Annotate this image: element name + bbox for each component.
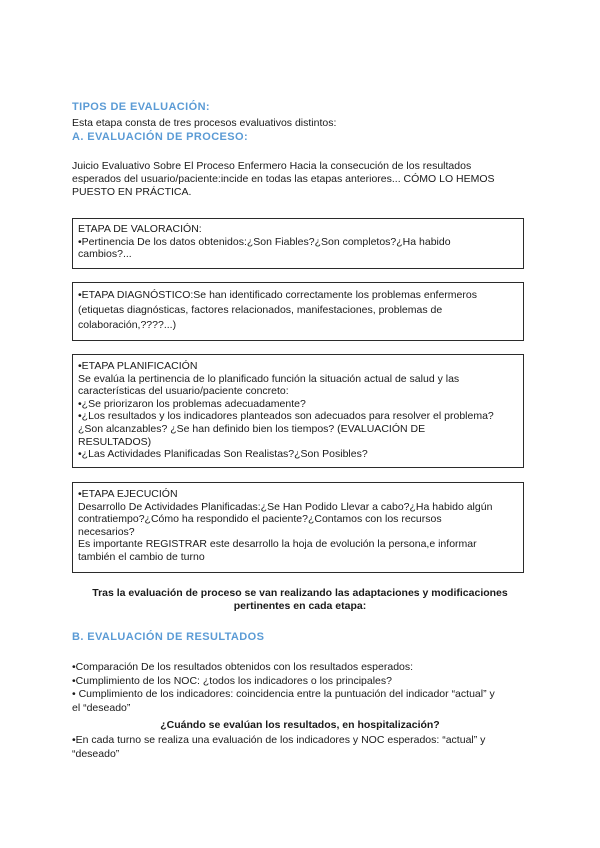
box-line: •ETAPA EJECUCIÓN <box>78 488 178 500</box>
list-item: •En cada turno se realiza una evaluación de los indicadores y NOC esperados: “actual” y <box>72 734 486 746</box>
intro-text: Esta etapa consta de tres procesos evaluativos distintos: <box>72 117 337 129</box>
box-ejecucion <box>72 482 524 573</box>
list-item: • Cumplimiento de los indicadores: coincidencia entre la puntuación del indicador “actual” y <box>72 688 495 700</box>
section-b-list <box>72 661 532 715</box>
box-diagnostico <box>72 282 524 341</box>
box-line: •ETAPA PLANIFICACIÓN <box>78 360 198 372</box>
section-b-answer <box>72 734 532 761</box>
paragraph-line: PUESTO EN PRÁCTICA. <box>72 186 192 198</box>
note-line: Tras la evaluación de proceso se van realizando las adaptaciones y modificaciones <box>92 587 508 599</box>
box-line: •¿Se priorizaron los problemas adecuadamente? <box>78 397 306 410</box>
section-title: TIPOS DE EVALUACIÓN: <box>72 101 210 113</box>
box-line: •Pertinencia De los datos obtenidos:¿Son Fiables?¿Son completos?¿Ha habido <box>78 235 451 248</box>
list-item: “deseado” <box>72 747 120 760</box>
box-line: RESULTADOS) <box>78 435 152 448</box>
box-line: •¿Las Actividades Planificadas Son Realistas?¿Son Posibles? <box>78 448 368 461</box>
list-item: el “deseado” <box>72 701 131 714</box>
box-line: también el cambio de turno <box>78 550 205 563</box>
section-a-title: A. EVALUACIÓN DE PROCESO: <box>72 131 249 143</box>
box-line: (etiquetas diagnósticas, factores relacionados, manifestaciones, problemas de <box>78 304 443 316</box>
box-line: contratiempo?¿Cómo ha respondido el paciente?¿Contamos con los recursos <box>78 513 442 526</box>
box-valoracion <box>72 218 524 269</box>
box-line: ¿Son alcanzables? ¿Se han definido bien los tiempos? (EVALUACIÓN DE <box>78 422 426 435</box>
box-planificacion <box>72 354 524 468</box>
section-b-title: B. EVALUACIÓN DE RESULTADOS <box>72 631 265 643</box>
section-a-paragraph <box>72 160 532 199</box>
box-line: Es importante REGISTRAR este desarrollo la hoja de evolución la persona,e informar <box>78 538 477 551</box>
note-line: pertinentes en cada etapa: <box>233 600 367 612</box>
list-item: •Cumplimiento de los NOC: ¿todos los indicadores o los principales? <box>72 674 392 687</box>
box-line: colaboración,????...) <box>78 319 177 331</box>
box-line: cambios?... <box>78 248 132 261</box>
box-line: ETAPA DE VALORACIÓN: <box>78 223 202 235</box>
list-item: •Comparación De los resultados obtenidos con los resultados esperados: <box>72 661 414 673</box>
paragraph-line: esperados del usuario/paciente:incide en todas las etapas anteriores... CÓMO LO HEMOS <box>72 173 495 185</box>
hospital-question: ¿Cuándo se evalúan los resultados, en hospitalización? <box>160 719 440 731</box>
box-line: •¿Los resultados y los indicadores planteados son adecuados para resolver el problema? <box>78 410 494 423</box>
paragraph-line: Juicio Evaluativo Sobre El Proceso Enfermero Hacia la consecución de los resultados <box>72 160 472 172</box>
box-line: necesarios? <box>78 525 135 538</box>
box-line: Se evalúa la pertinencia de lo planificado función la situación actual de salud y las <box>78 372 460 385</box>
box-line: Desarrollo De Actividades Planificadas:¿Se Han Podido Llevar a cabo?¿Ha habido algún <box>78 500 493 513</box>
box-line: características del usuario/paciente concreto: <box>78 385 289 398</box>
box-line: •ETAPA DIAGNÓSTICO:Se han identificado correctamente los problemas enfermeros <box>78 289 477 301</box>
process-note <box>72 587 528 613</box>
